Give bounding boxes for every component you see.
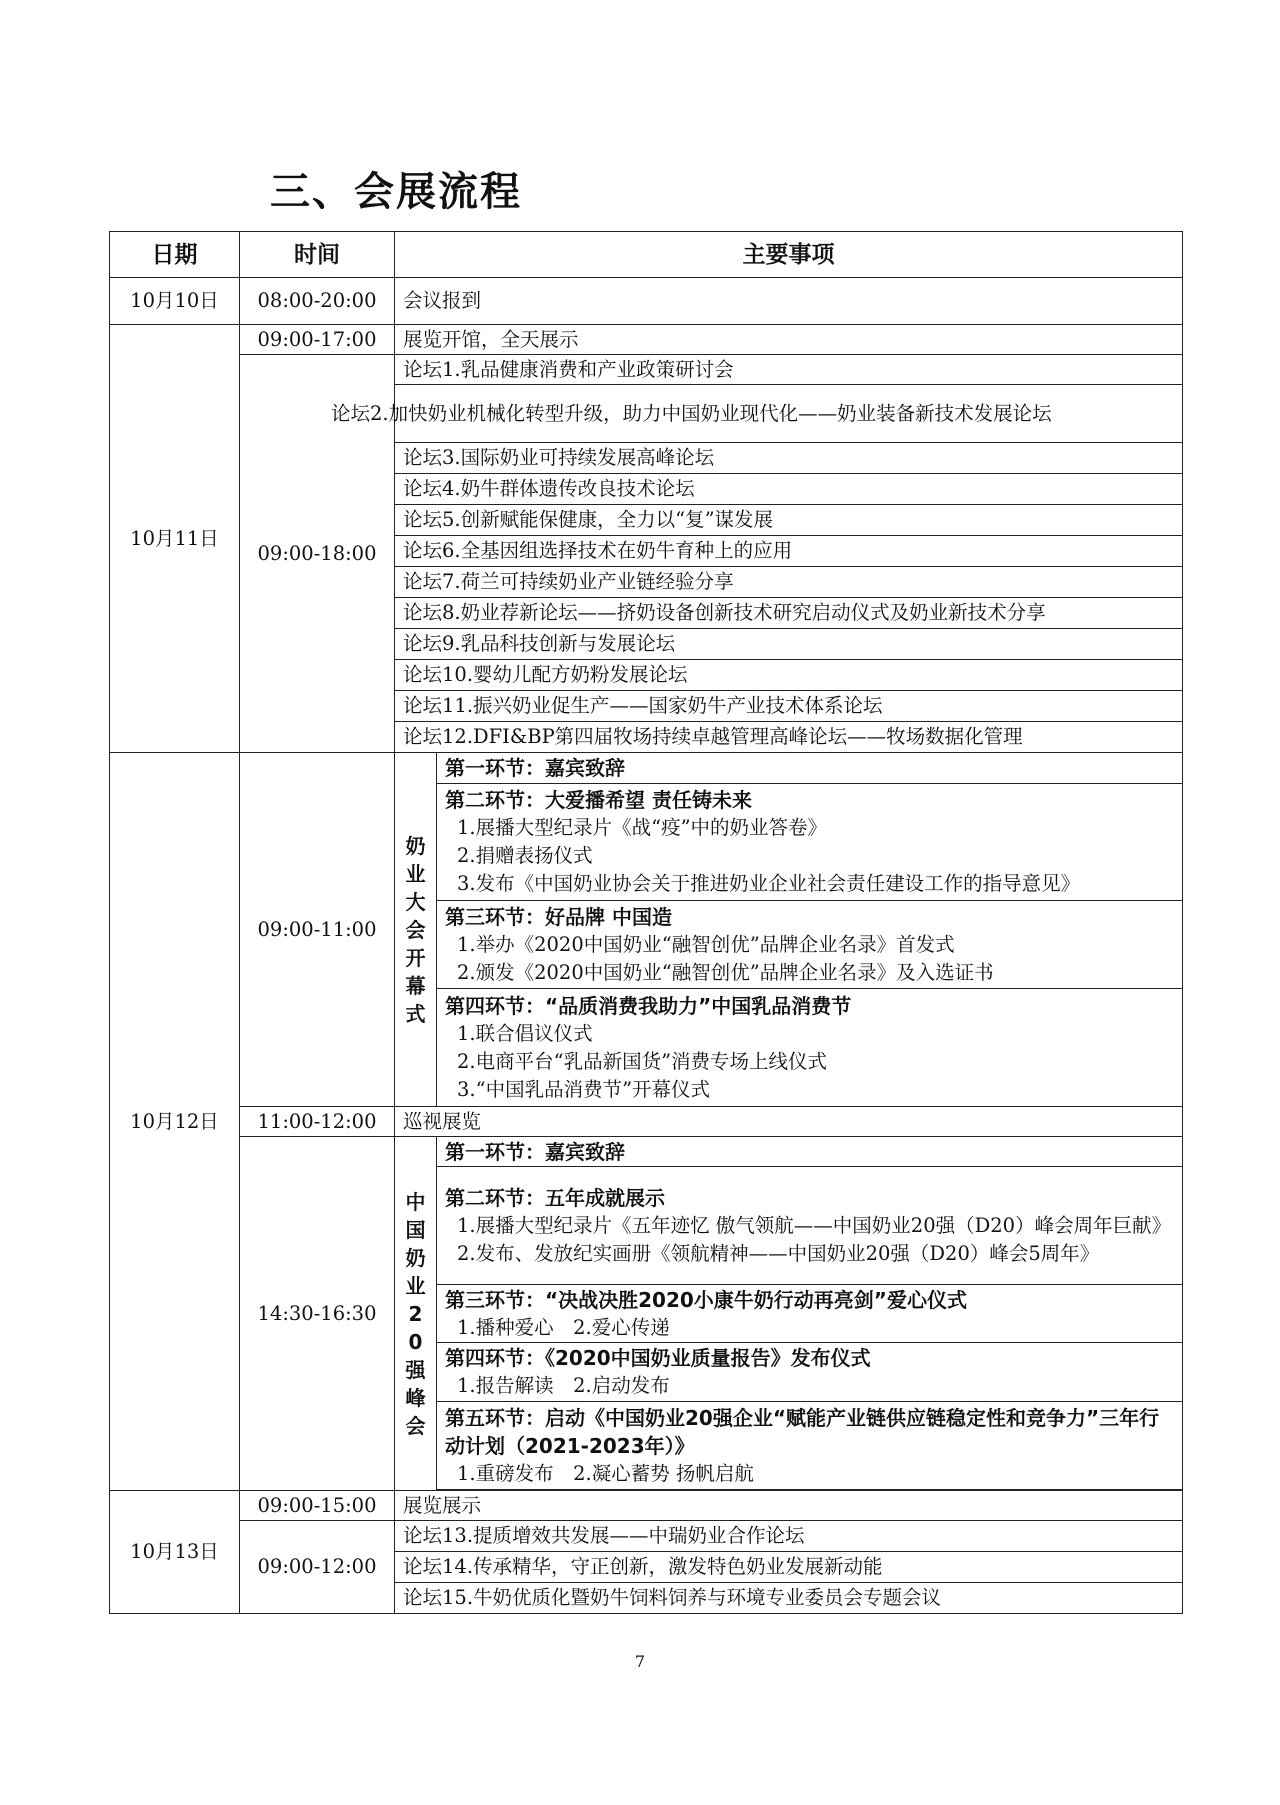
segment-cell	[437, 1402, 1183, 1490]
segment-cell	[437, 989, 1183, 1107]
segment-title: 第一环节：嘉宾致辞	[445, 756, 625, 780]
forum-item: 论坛12.DFI&BP第四届牧场持续卓越管理高峰论坛——牧场数据化管理	[395, 722, 1183, 753]
forum-item: 论坛11.振兴奶业促生产——国家奶牛产业技术体系论坛	[395, 691, 1183, 722]
header-items: 主要事项	[395, 232, 1183, 278]
segment-cell	[437, 1285, 1183, 1343]
segment-line: 1.联合倡议仪式	[457, 1021, 593, 1045]
item-cell: 巡视展览	[395, 1107, 1183, 1137]
segment-title: 第三环节：“决战决胜2020小康牛奶行动再亮剑”爱心仪式	[445, 1287, 967, 1312]
forum-item: 论坛7.荷兰可持续奶业产业链经验分享	[395, 567, 1183, 598]
segment-line: 1.举办《2020中国奶业“融智创优”品牌企业名录》首发式	[457, 932, 955, 956]
segment-title: 第四环节：《2020中国奶业质量报告》发布仪式	[445, 1346, 871, 1370]
forum-item: 论坛8.奶业荐新论坛——挤奶设备创新技术研究启动仪式及奶业新技术分享	[395, 598, 1183, 629]
segment-cell	[437, 1343, 1183, 1402]
time-cell: 08:00-20:00	[240, 278, 395, 325]
time-cell: 09:00-11:00	[240, 753, 395, 1107]
table-row	[110, 325, 1183, 355]
segment-line: 2.捐赠表扬仪式	[457, 844, 593, 867]
date-cell: 10月12日	[110, 753, 240, 1491]
segment-cell	[437, 901, 1183, 989]
table-row	[110, 1521, 1183, 1552]
table-row	[110, 278, 1183, 325]
date-cell: 10月11日	[110, 325, 240, 753]
table-row	[110, 1491, 1183, 1521]
segment-line: 2.颁发《2020中国奶业“融智创优”品牌企业名录》及入选证书	[457, 960, 994, 984]
time-cell: 09:00-15:00	[240, 1491, 395, 1521]
header-time: 时间	[240, 232, 395, 278]
table-header-row	[110, 232, 1183, 278]
time-cell: 14:30-16:30	[240, 1137, 395, 1491]
segment-line: 1.展播大型纪录片《战“疫”中的奶业答卷》	[457, 816, 828, 839]
forum-item: 论坛13.提质增效共发展——中瑞奶业合作论坛	[395, 1521, 1183, 1552]
segment-title: 第二环节：五年成就展示	[445, 1185, 665, 1210]
forum-item: 论坛4.奶牛群体遗传改良技术论坛	[395, 474, 1183, 505]
time-cell: 09:00-18:00	[240, 355, 395, 753]
time-cell: 09:00-17:00	[240, 325, 395, 355]
item-cell: 展览展示	[395, 1491, 1183, 1521]
segment-line: 1.重磅发布 2.凝心蓄势 扬帆启航	[457, 1461, 754, 1485]
segment-line: 2.发布、发放纪实画册《领航精神——中国奶业20强（D20）峰会5周年》	[457, 1241, 1100, 1265]
page-number: 7	[634, 1652, 646, 1671]
segment-title: 第一环节：嘉宾致辞	[445, 1139, 625, 1164]
forum-item: 论坛15.牛奶优质化暨奶牛饲料饲养与环境专业委员会专题会议	[395, 1583, 1183, 1614]
schedule-table	[109, 231, 1183, 1614]
summit-label: 中 国 奶 业 2 0 强 峰 会	[395, 1137, 437, 1491]
forum-item: 论坛5.创新赋能保健康，全力以“复”谋发展	[395, 505, 1183, 536]
time-cell: 11:00-12:00	[240, 1107, 395, 1137]
segment-line: 1.播种爱心 2.爱心传递	[457, 1315, 670, 1339]
date-cell: 10月10日	[110, 278, 240, 325]
segment-cell	[437, 753, 1183, 784]
table-row	[110, 355, 1183, 385]
segment-title: 第二环节：大爱播希望 责任铸未来	[445, 788, 752, 812]
section-title: 三、会展流程	[270, 169, 522, 215]
time-cell: 09:00-12:00	[240, 1521, 395, 1614]
forum-item: 论坛9.乳品科技创新与发展论坛	[395, 629, 1183, 660]
opening-ceremony-label: 奶 业 大 会 开 幕 式	[395, 753, 437, 1107]
forum-item: 论坛6.全基因组选择技术在奶牛育种上的应用	[395, 536, 1183, 567]
segment-title: 第四环节：“品质消费我助力”中国乳品消费节	[445, 993, 852, 1018]
forum-item: 论坛14.传承精华，守正创新，激发特色奶业发展新动能	[395, 1552, 1183, 1583]
table-row	[110, 1107, 1183, 1137]
forum-item: 论坛3.国际奶业可持续发展高峰论坛	[395, 443, 1183, 474]
header-date: 日期	[110, 232, 240, 278]
segment-line: 1.报告解读 2.启动发布	[457, 1374, 670, 1397]
forum-item: 论坛2.加快奶业机械化转型升级，助力中国奶业现代化——奶业装备新技术发展论坛	[395, 385, 1183, 443]
segment-cell	[437, 1167, 1183, 1285]
segment-line: 1.展播大型纪录片《五年迹忆 傲气领航——中国奶业20强（D20）峰会周年巨献》	[457, 1213, 1172, 1237]
date-cell: 10月13日	[110, 1491, 240, 1614]
table-row	[110, 753, 1183, 784]
table-row	[110, 1137, 1183, 1167]
segment-cell	[437, 1137, 1183, 1167]
segment-cell	[437, 784, 1183, 901]
forum-item: 论坛10.婴幼儿配方奶粉发展论坛	[395, 660, 1183, 691]
segment-title: 第三环节：好品牌 中国造	[445, 904, 672, 929]
item-cell: 展览开馆，全天展示	[395, 325, 1183, 355]
item-cell: 会议报到	[395, 278, 1183, 325]
segment-line: 3.发布《中国奶业协会关于推进奶业企业社会责任建设工作的指导意见》	[457, 872, 1081, 895]
segment-title: 第五环节：启动《中国奶业20强企业“赋能产业链供应链稳定性和竞争力”三年行动计划（2021-2023年）》	[445, 1405, 1160, 1458]
segment-line: 3.“中国乳品消费节”开幕仪式	[457, 1077, 711, 1101]
forum-item: 论坛1.乳品健康消费和产业政策研讨会	[395, 355, 1183, 385]
segment-line: 2.电商平台“乳品新国货”消费专场上线仪式	[457, 1049, 828, 1073]
